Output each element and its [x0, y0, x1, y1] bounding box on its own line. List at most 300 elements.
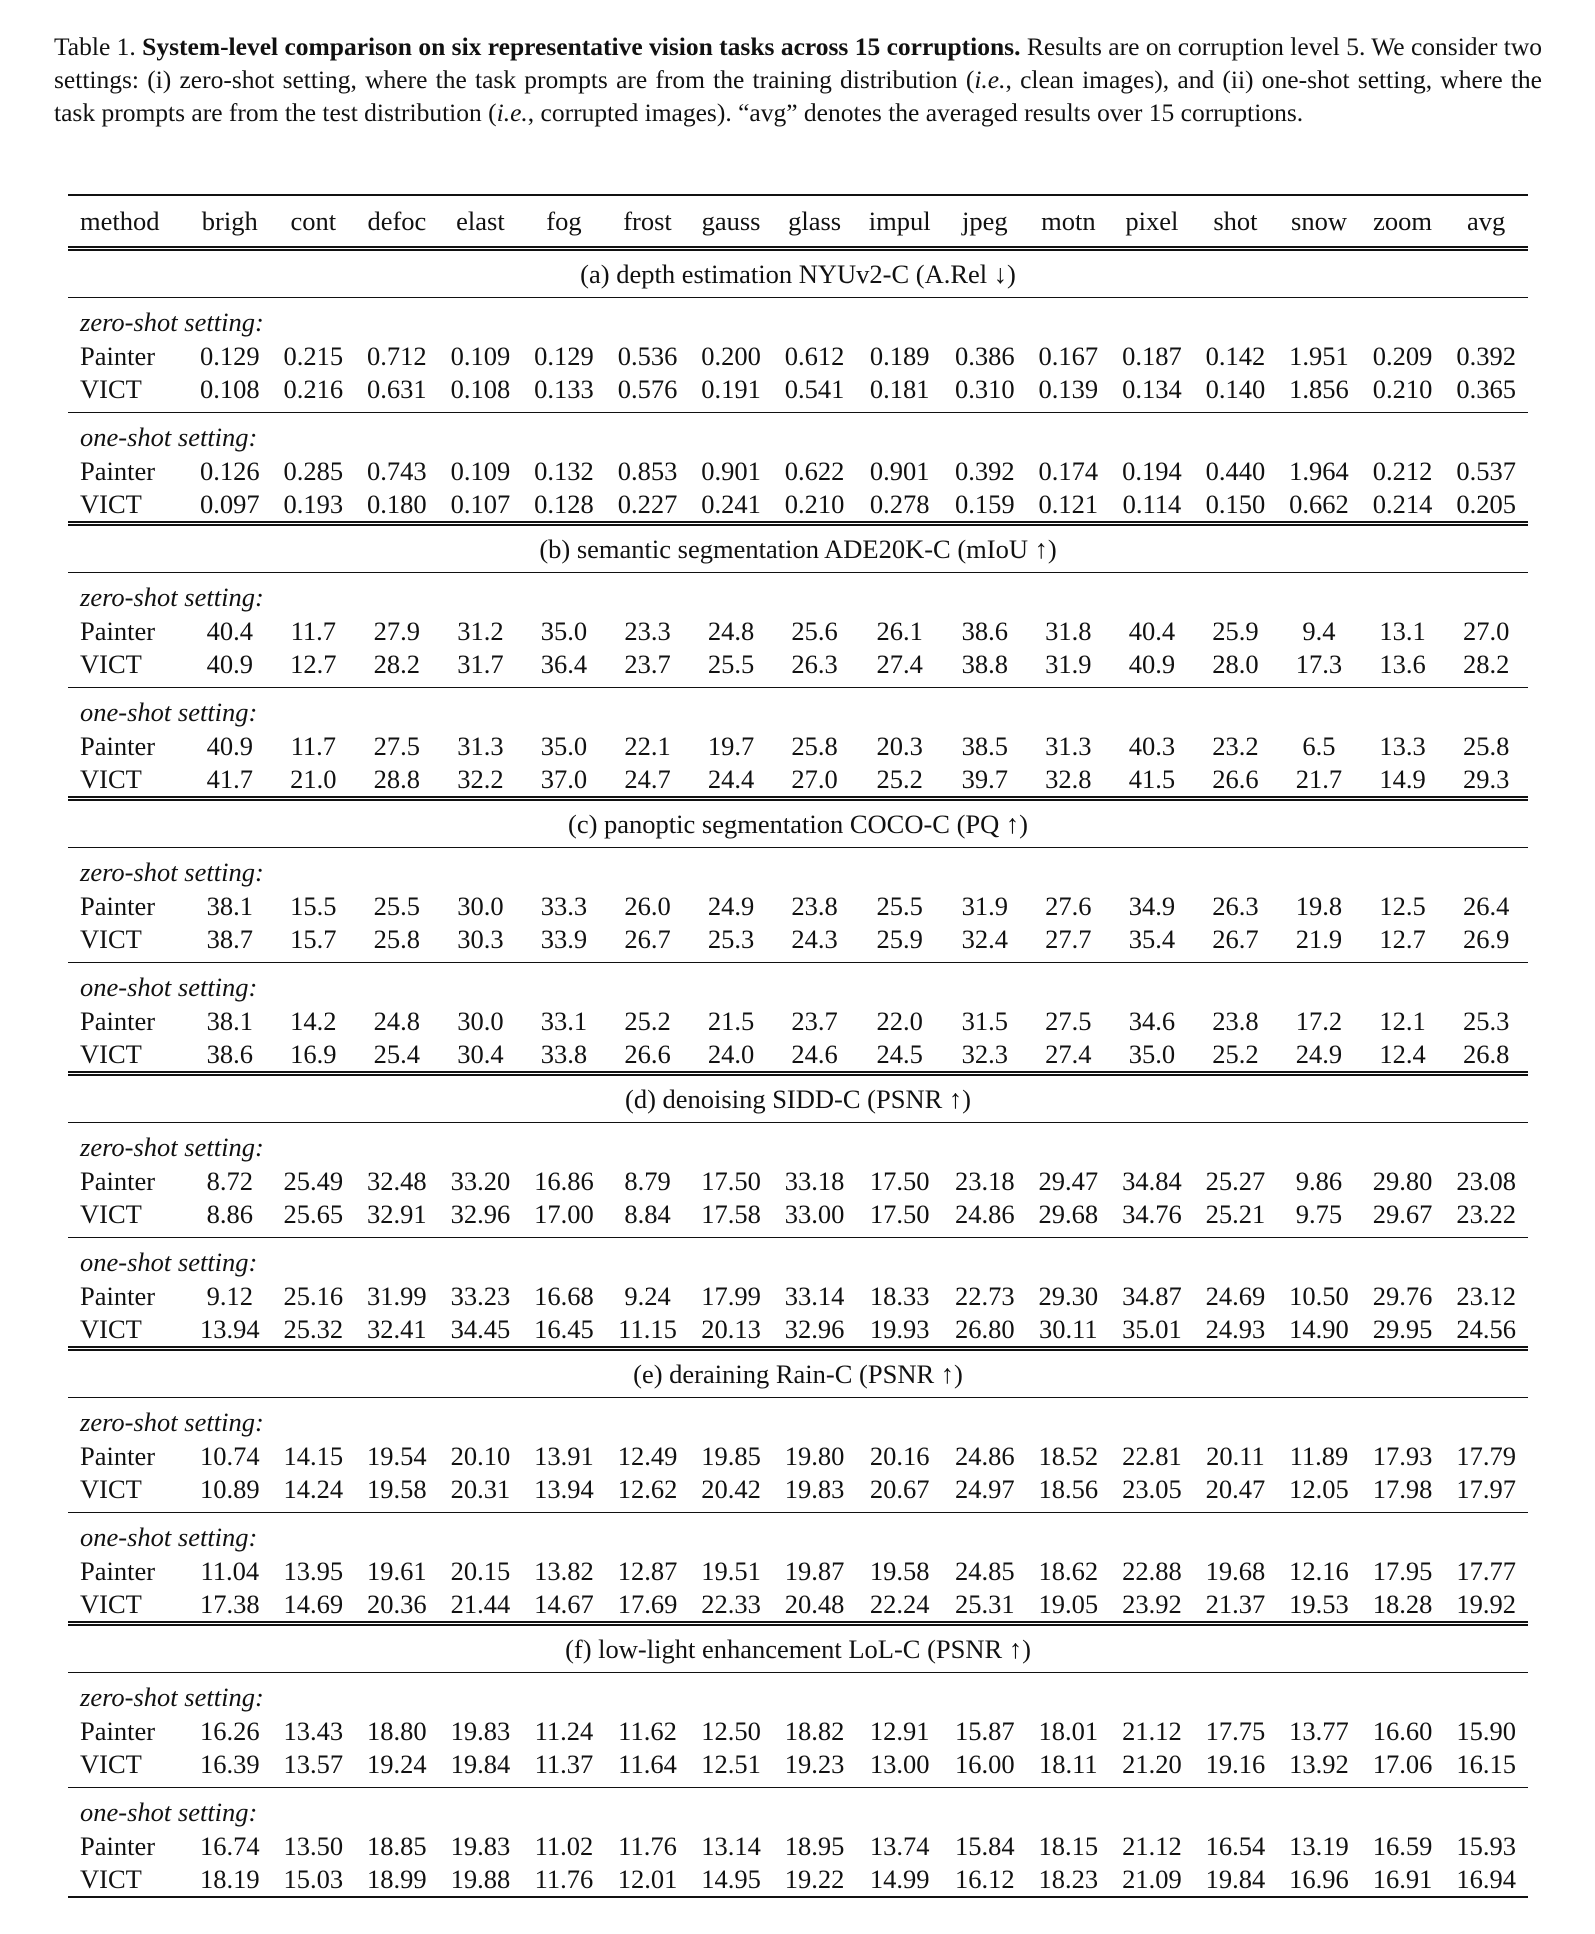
value-cell: 19.53: [1289, 1589, 1349, 1619]
value-cell: 22.33: [701, 1589, 761, 1619]
section-title-row: [68, 1624, 1528, 1673]
value-cell: 12.49: [617, 1441, 678, 1471]
value-cell: 17.2: [1295, 1006, 1343, 1036]
value-cell: 0.392: [954, 456, 1015, 486]
section-title-row: [68, 799, 1528, 848]
value-cell: 12.5: [1379, 891, 1426, 921]
value-cell: 11.37: [522, 1748, 606, 1788]
value-cell: 20.15: [450, 1556, 511, 1586]
method-cell: Painter: [80, 1441, 156, 1471]
method-cell: VICT: [68, 1198, 188, 1238]
value-cell: 25.5: [373, 891, 421, 921]
value-cell: 35.0: [1128, 1039, 1176, 1069]
value-cell: 19.87: [784, 1556, 845, 1586]
value-cell: 25.65: [272, 1198, 356, 1238]
section-title-row: [68, 249, 1528, 298]
setting-label: one-shot setting:: [80, 1246, 258, 1277]
value-cell: 24.5: [876, 1039, 923, 1069]
value-cell: 25.2: [876, 764, 923, 794]
value-cell: 18.19: [188, 1863, 272, 1897]
value-cell: 31.9: [1027, 648, 1111, 688]
value-cell: 13.43: [283, 1716, 344, 1746]
section-title: (d) denoising SIDD-C (PSNR ↑): [68, 1074, 1528, 1123]
value-cell: 20.47: [1194, 1473, 1278, 1513]
value-cell: 24.93: [1205, 1314, 1266, 1344]
value-cell: 13.6: [1361, 648, 1445, 688]
value-cell: 10.50: [1289, 1281, 1349, 1311]
value-cell: 18.82: [784, 1716, 845, 1746]
value-cell: 0.128: [534, 489, 594, 519]
value-cell: 34.45: [450, 1314, 511, 1344]
value-cell: 26.7: [606, 923, 690, 963]
table-row: [68, 763, 1528, 799]
value-cell: 23.3: [624, 616, 671, 646]
value-cell: 23.05: [1110, 1473, 1194, 1513]
setting-label: zero-shot setting:: [80, 1131, 264, 1162]
value-cell: 20.16: [869, 1441, 930, 1471]
value-cell: 15.5: [290, 891, 337, 921]
value-cell: 0.187: [1122, 341, 1182, 371]
value-cell: 8.79: [624, 1166, 671, 1196]
value-cell: 23.2: [1212, 731, 1259, 761]
table-row: [68, 730, 1528, 763]
value-cell: 0.191: [689, 373, 773, 413]
value-cell: 32.91: [355, 1198, 439, 1238]
method-cell: VICT: [68, 923, 188, 963]
value-cell: 32.2: [457, 764, 504, 794]
value-cell: 35.0: [540, 616, 588, 646]
value-cell: 0.167: [1038, 341, 1099, 371]
value-cell: 17.95: [1372, 1556, 1433, 1586]
value-cell: 19.85: [701, 1441, 761, 1471]
section-title: (c) panoptic segmentation COCO-C (PQ ↑): [68, 799, 1528, 848]
method-cell: Painter: [80, 1281, 156, 1311]
value-cell: 19.54: [367, 1441, 427, 1471]
value-cell: 33.3: [540, 891, 588, 921]
value-cell: 26.80: [954, 1314, 1015, 1344]
value-cell: 12.62: [606, 1473, 690, 1513]
value-cell: 17.50: [856, 1198, 943, 1238]
value-cell: 12.4: [1379, 1039, 1426, 1069]
table-row: [68, 340, 1528, 373]
value-cell: 19.58: [869, 1556, 930, 1586]
value-cell: 12.1: [1379, 1006, 1426, 1036]
value-cell: 0.200: [701, 341, 761, 371]
value-cell: 15.84: [954, 1831, 1015, 1861]
value-cell: 38.5: [961, 731, 1008, 761]
value-cell: 17.99: [701, 1281, 761, 1311]
value-cell: 17.77: [1456, 1556, 1516, 1586]
value-cell: 27.7: [1027, 923, 1111, 963]
value-cell: 17.93: [1372, 1441, 1433, 1471]
value-cell: 0.227: [617, 489, 678, 519]
caption-ie-1: i.e.: [974, 65, 1006, 94]
column-header-glass: glass: [773, 195, 857, 249]
value-cell: 20.31: [439, 1473, 523, 1513]
value-cell: 23.12: [1456, 1281, 1516, 1311]
value-cell: 0.109: [450, 341, 511, 371]
value-cell: 12.91: [869, 1716, 930, 1746]
value-cell: 40.9: [206, 731, 253, 761]
value-cell: 25.21: [1194, 1198, 1278, 1238]
setting-label: zero-shot setting:: [80, 1406, 264, 1437]
value-cell: 34.9: [1128, 891, 1176, 921]
value-cell: 34.84: [1122, 1166, 1182, 1196]
column-header-motn: motn: [1027, 195, 1111, 249]
value-cell: 11.7: [290, 731, 337, 761]
caption-text-3: , corrupted images). “avg” denotes the averaged results over 15 corruptions.: [527, 98, 1304, 127]
value-cell: 40.9: [188, 648, 272, 688]
value-cell: 25.5: [876, 891, 923, 921]
value-cell: 34.6: [1128, 1006, 1176, 1036]
table-row: [68, 1313, 1528, 1349]
value-cell: 19.92: [1456, 1589, 1516, 1619]
setting-row: [68, 413, 1528, 456]
value-cell: 23.7: [791, 1006, 838, 1036]
setting-row: [68, 963, 1528, 1006]
setting-row: [68, 1398, 1528, 1441]
column-header-frost: frost: [606, 195, 690, 249]
value-cell: 10.89: [188, 1473, 272, 1513]
value-cell: 18.33: [869, 1281, 930, 1311]
value-cell: 30.4: [457, 1039, 504, 1069]
value-cell: 36.4: [522, 648, 606, 688]
value-cell: 14.69: [283, 1589, 344, 1619]
table-row: [68, 923, 1528, 963]
method-cell: VICT: [80, 1589, 142, 1619]
value-cell: 38.8: [943, 648, 1027, 688]
value-cell: 0.440: [1205, 456, 1266, 486]
value-cell: 0.132: [534, 456, 594, 486]
column-header-snow: snow: [1277, 195, 1361, 249]
value-cell: 8.86: [188, 1198, 272, 1238]
value-cell: 11.89: [1289, 1441, 1349, 1471]
value-cell: 0.126: [199, 456, 260, 486]
value-cell: 19.51: [701, 1556, 761, 1586]
value-cell: 19.22: [773, 1863, 857, 1897]
setting-label: one-shot setting:: [80, 421, 258, 452]
value-cell: 21.5: [707, 1006, 755, 1036]
value-cell: 12.7: [272, 648, 356, 688]
value-cell: 0.109: [450, 456, 511, 486]
value-cell: 33.1: [540, 1006, 588, 1036]
value-cell: 22.24: [869, 1589, 930, 1619]
value-cell: 32.41: [367, 1314, 427, 1344]
value-cell: 0.310: [943, 373, 1027, 413]
value-cell: 19.83: [450, 1831, 511, 1861]
value-cell: 24.8: [707, 616, 755, 646]
results-table: [68, 194, 1528, 1898]
value-cell: 0.210: [784, 489, 845, 519]
value-cell: 19.84: [439, 1748, 523, 1788]
method-cell: VICT: [80, 764, 142, 794]
value-cell: 13.19: [1289, 1831, 1349, 1861]
value-cell: 9.24: [624, 1281, 671, 1311]
value-cell: 16.74: [199, 1831, 260, 1861]
value-cell: 32.96: [784, 1314, 845, 1344]
setting-label: one-shot setting:: [80, 971, 258, 1002]
value-cell: 33.9: [522, 923, 606, 963]
value-cell: 16.94: [1444, 1863, 1528, 1897]
method-cell: VICT: [68, 1748, 188, 1788]
value-cell: 29.76: [1372, 1281, 1433, 1311]
value-cell: 16.39: [188, 1748, 272, 1788]
value-cell: 0.150: [1205, 489, 1266, 519]
caption-text-1: Results are on corruption level 5. We consider two settings: (i) zero-shot setting, where the task prompts are from the training distribution (: [54, 32, 1542, 94]
column-header-method: method: [68, 195, 188, 249]
value-cell: 30.3: [439, 923, 523, 963]
value-cell: 27.9: [373, 616, 421, 646]
value-cell: 33.20: [450, 1166, 511, 1196]
table-row: [68, 1038, 1528, 1074]
value-cell: 0.121: [1038, 489, 1099, 519]
value-cell: 0.278: [869, 489, 930, 519]
value-cell: 33.23: [450, 1281, 511, 1311]
value-cell: 29.30: [1038, 1281, 1099, 1311]
value-cell: 19.83: [450, 1716, 511, 1746]
value-cell: 19.61: [367, 1556, 427, 1586]
value-cell: 0.901: [701, 456, 761, 486]
value-cell: 17.3: [1277, 648, 1361, 688]
setting-row: [68, 298, 1528, 341]
value-cell: 20.11: [1206, 1441, 1265, 1471]
value-cell: 29.80: [1372, 1166, 1433, 1196]
value-cell: 17.50: [701, 1166, 761, 1196]
value-cell: 25.9: [856, 923, 943, 963]
value-cell: 17.06: [1361, 1748, 1445, 1788]
value-cell: 1.856: [1277, 373, 1361, 413]
value-cell: 17.79: [1456, 1441, 1516, 1471]
value-cell: 40.4: [1128, 616, 1176, 646]
column-header-jpeg: jpeg: [943, 195, 1027, 249]
value-cell: 26.8: [1462, 1039, 1510, 1069]
value-cell: 18.80: [367, 1716, 427, 1746]
value-cell: 20.67: [856, 1473, 943, 1513]
method-cell: Painter: [80, 1006, 156, 1036]
value-cell: 10.74: [199, 1441, 260, 1471]
value-cell: 22.73: [954, 1281, 1015, 1311]
table-row: [68, 1830, 1528, 1863]
value-cell: 24.86: [954, 1441, 1015, 1471]
value-cell: 16.68: [534, 1281, 594, 1311]
table-row: [68, 890, 1528, 923]
value-cell: 14.67: [534, 1589, 594, 1619]
value-cell: 13.14: [701, 1831, 761, 1861]
value-cell: 30.0: [457, 1006, 504, 1036]
value-cell: 15.03: [272, 1863, 356, 1897]
value-cell: 34.76: [1110, 1198, 1194, 1238]
value-cell: 14.99: [856, 1863, 943, 1897]
value-cell: 39.7: [961, 764, 1008, 794]
value-cell: 21.12: [1122, 1831, 1182, 1861]
value-cell: 27.4: [856, 648, 943, 688]
value-cell: 24.56: [1456, 1314, 1516, 1344]
value-cell: 31.7: [439, 648, 523, 688]
value-cell: 0.107: [450, 489, 511, 519]
value-cell: 19.93: [869, 1314, 930, 1344]
value-cell: 32.3: [961, 1039, 1008, 1069]
value-cell: 25.5: [689, 648, 773, 688]
value-cell: 0.214: [1372, 489, 1433, 519]
value-cell: 31.2: [457, 616, 504, 646]
table-row: [68, 1165, 1528, 1198]
value-cell: 11.62: [618, 1716, 677, 1746]
value-cell: 22.1: [624, 731, 671, 761]
table-row: [68, 1588, 1528, 1624]
value-cell: 17.97: [1444, 1473, 1528, 1513]
value-cell: 14.95: [689, 1863, 773, 1897]
value-cell: 0.210: [1361, 373, 1445, 413]
value-cell: 17.38: [199, 1589, 260, 1619]
value-cell: 27.6: [1045, 891, 1092, 921]
value-cell: 40.3: [1128, 731, 1176, 761]
caption-text-2: , clean images), and (ii) one-shot setting, where the task prompts are from the test distribution (: [54, 65, 1543, 127]
value-cell: 15.93: [1456, 1831, 1516, 1861]
value-cell: 40.9: [1110, 648, 1194, 688]
value-cell: 12.16: [1289, 1556, 1349, 1586]
value-cell: 25.31: [954, 1589, 1015, 1619]
value-cell: 0.174: [1038, 456, 1099, 486]
value-cell: 30.0: [457, 891, 504, 921]
value-cell: 19.84: [1194, 1863, 1278, 1897]
setting-label: one-shot setting:: [80, 1521, 258, 1552]
value-cell: 6.5: [1302, 731, 1336, 761]
value-cell: 13.3: [1379, 731, 1426, 761]
value-cell: 21.0: [290, 764, 337, 794]
value-cell: 29.47: [1038, 1166, 1099, 1196]
table-row: [68, 455, 1528, 488]
method-cell: Painter: [80, 1556, 156, 1586]
method-cell: VICT: [80, 1314, 142, 1344]
value-cell: 20.42: [689, 1473, 773, 1513]
value-cell: 0.108: [188, 373, 272, 413]
value-cell: 19.83: [773, 1473, 857, 1513]
value-cell: 27.4: [1045, 1039, 1092, 1069]
value-cell: 13.82: [534, 1556, 594, 1586]
value-cell: 38.1: [206, 891, 253, 921]
value-cell: 32.96: [439, 1198, 523, 1238]
setting-row: [68, 1238, 1528, 1281]
value-cell: 0.743: [367, 456, 427, 486]
value-cell: 19.80: [784, 1441, 845, 1471]
value-cell: 26.0: [624, 891, 671, 921]
value-cell: 21.09: [1110, 1863, 1194, 1897]
value-cell: 16.26: [199, 1716, 260, 1746]
setting-row: [68, 573, 1528, 616]
value-cell: 35.4: [1110, 923, 1194, 963]
value-cell: 19.16: [1194, 1748, 1278, 1788]
column-header-zoom: zoom: [1361, 195, 1445, 249]
value-cell: 17.00: [522, 1198, 606, 1238]
value-cell: 24.7: [624, 764, 671, 794]
table-row: [68, 1005, 1528, 1038]
value-cell: 18.23: [1027, 1863, 1111, 1897]
value-cell: 24.9: [707, 891, 755, 921]
value-cell: 25.49: [283, 1166, 344, 1196]
value-cell: 8.84: [606, 1198, 690, 1238]
value-cell: 32.48: [367, 1166, 427, 1196]
value-cell: 26.4: [1462, 891, 1510, 921]
value-cell: 19.8: [1295, 891, 1343, 921]
value-cell: 0.108: [439, 373, 523, 413]
value-cell: 25.4: [373, 1039, 421, 1069]
value-cell: 14.24: [272, 1473, 356, 1513]
section-title: (e) deraining Rain-C (PSNR ↑): [68, 1349, 1528, 1398]
value-cell: 25.6: [791, 616, 838, 646]
value-cell: 31.5: [961, 1006, 1008, 1036]
value-cell: 21.20: [1110, 1748, 1194, 1788]
value-cell: 38.6: [961, 616, 1008, 646]
setting-label: one-shot setting:: [80, 1796, 258, 1827]
value-cell: 11.7: [290, 616, 337, 646]
value-cell: 0.216: [272, 373, 356, 413]
method-cell: Painter: [80, 341, 156, 371]
table-row: [68, 1440, 1528, 1473]
value-cell: 14.15: [283, 1441, 344, 1471]
value-cell: 11.02: [534, 1831, 594, 1861]
value-cell: 15.7: [272, 923, 356, 963]
value-cell: 12.01: [606, 1863, 690, 1897]
value-cell: 0.209: [1372, 341, 1433, 371]
value-cell: 23.18: [954, 1166, 1015, 1196]
value-cell: 25.27: [1205, 1166, 1266, 1196]
value-cell: 26.6: [1212, 764, 1259, 794]
value-cell: 24.0: [707, 1039, 755, 1069]
value-cell: 31.9: [961, 891, 1008, 921]
value-cell: 20.13: [701, 1314, 761, 1344]
value-cell: 19.58: [355, 1473, 439, 1513]
value-cell: 13.74: [869, 1831, 930, 1861]
value-cell: 31.99: [367, 1281, 427, 1311]
value-cell: 12.51: [689, 1748, 773, 1788]
value-cell: 34.87: [1122, 1281, 1182, 1311]
section-title: (a) depth estimation NYUv2-C (A.Rel ↓): [68, 249, 1528, 298]
value-cell: 25.9: [1212, 616, 1259, 646]
value-cell: 29.95: [1372, 1314, 1433, 1344]
value-cell: 0.712: [367, 341, 427, 371]
value-cell: 23.8: [1212, 1006, 1259, 1036]
value-cell: 28.2: [1444, 648, 1528, 688]
value-cell: 0.189: [869, 341, 930, 371]
value-cell: 11.76: [522, 1863, 606, 1897]
table-row: [68, 615, 1528, 648]
value-cell: 18.15: [1038, 1831, 1099, 1861]
value-cell: 0.536: [617, 341, 678, 371]
section-title-row: [68, 524, 1528, 573]
value-cell: 29.3: [1462, 764, 1510, 794]
value-cell: 13.92: [1277, 1748, 1361, 1788]
column-header-elast: elast: [439, 195, 523, 249]
section-title-row: [68, 1074, 1528, 1123]
value-cell: 0.631: [355, 373, 439, 413]
value-cell: 22.81: [1122, 1441, 1182, 1471]
method-cell: VICT: [68, 648, 188, 688]
value-cell: 0.142: [1205, 341, 1266, 371]
column-header-pixel: pixel: [1110, 195, 1194, 249]
value-cell: 13.77: [1289, 1716, 1349, 1746]
table-body: [68, 249, 1528, 1898]
value-cell: 13.00: [856, 1748, 943, 1788]
value-cell: 13.50: [283, 1831, 344, 1861]
setting-label: one-shot setting:: [80, 696, 258, 727]
value-cell: 20.10: [450, 1441, 511, 1471]
value-cell: 0.140: [1194, 373, 1278, 413]
value-cell: 0.133: [522, 373, 606, 413]
value-cell: 0.622: [784, 456, 845, 486]
value-cell: 29.67: [1361, 1198, 1445, 1238]
value-cell: 24.8: [373, 1006, 421, 1036]
table-row: [68, 373, 1528, 413]
